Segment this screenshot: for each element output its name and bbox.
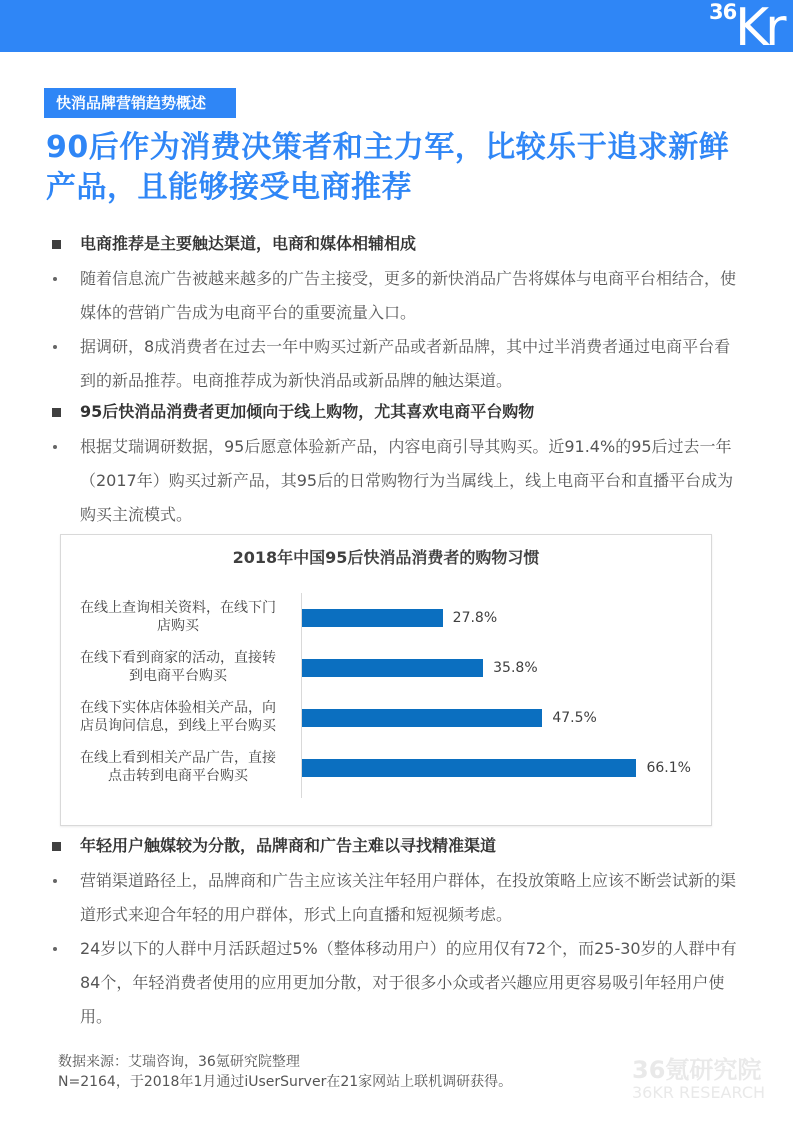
category-label: 在线下看到商家的活动，直接转 到电商平台购买 [80,650,276,684]
bar-value-label: 27.8% [452,610,498,626]
header-bar [0,0,793,52]
logo-letters: Kr [735,0,783,52]
bar [302,609,443,627]
dot-bullet-icon [53,445,57,449]
square-bullet-icon [52,842,61,851]
bar [302,759,636,777]
bullet-item: 据调研，8成消费者在过去一年中购买过新产品或者新品牌，其中过半消费者通过电商平台看到的新品推荐。电商推荐成为新快消品或新品牌的触达渠道。 [50,330,740,398]
section-3 [50,828,740,1034]
square-bullet-icon [52,408,61,417]
bar [302,709,542,727]
bar-value-label: 47.5% [552,710,597,726]
source-line-1: 数据来源：艾瑞咨询，36氪研究院整理 [58,1054,300,1070]
data-source-note [58,1052,512,1092]
dot-bullet-icon [53,879,57,883]
section-1 [50,226,740,398]
section-heading: 年轻用户触媒较为分散，品牌商和广告主难以寻找精准渠道 [50,828,740,864]
dot-bullet-icon [53,947,57,951]
bullet-item: 营销渠道路径上，品牌商和广告主应该关注年轻用户群体，在投放策略上应该不断尝试新的渠道形式来迎合年轻的用户群体，形式上向直播和短视频考虑。 [50,864,740,932]
watermark-en: 36KR RESEARCH [632,1083,766,1102]
square-bullet-icon [52,240,61,249]
title-line-2: 产品，且能够接受电商推荐 [46,170,412,205]
chart-title: 2018年中国95后快消品消费者的购物习惯 [232,548,540,567]
source-line-2: N=2164，于2018年1月通过iUserSurver在21家网站上联机调研获得。 [58,1074,513,1090]
page-title [46,128,776,208]
section-tag: 快消品牌营销趋势概述 [44,88,236,118]
watermark [632,1056,765,1102]
title-line-1: 90后作为消费决策者和主力军，比较乐于追求新鲜 [46,130,730,165]
bar-chart [60,534,712,826]
bullet-item: 随着信息流广告被越来越多的广告主接受，更多的新快消品广告将媒体与电商平台相结合，使媒体的营销广告成为电商平台的重要流量入口。 [50,262,740,330]
bar-value-label: 66.1% [646,760,691,776]
category-label: 在线上查询相关资料，在线下门 店购买 [80,600,276,634]
dot-bullet-icon [53,345,57,349]
section-2 [50,394,740,532]
category-label: 在线下实体店体验相关产品，向 店员询问信息，到线上平台购买 [80,700,276,734]
36kr-logo [693,0,793,52]
bullet-item: 24岁以下的人群中月活跃超过5%（整体移动用户）的应用仅有72个，而25-30岁的人群中有84个，年轻消费者使用的应用更加分散，对于很多小众或者兴趣应用更容易吸引年轻用户使用。 [50,932,740,1034]
logo-number: 36 [709,0,737,24]
bar [302,659,483,677]
section-heading: 95后快消品消费者更加倾向于线上购物，尤其喜欢电商平台购物 [50,394,740,430]
bullet-item: 根据艾瑞调研数据，95后愿意体验新产品，内容电商引导其购买。近91.4%的95后过去一年（2017年）购买过新产品，其95后的日常购物行为当属线上，线上电商平台和直播平台成为购买主流模式。 [50,430,740,532]
section-heading: 电商推荐是主要触达渠道，电商和媒体相辅相成 [50,226,740,262]
bar-value-label: 35.8% [493,660,538,676]
category-label: 在线上看到相关产品广告，直接 点击转到电商平台购买 [80,750,276,784]
watermark-cn: 36氪研究院 [632,1056,762,1084]
dot-bullet-icon [53,277,57,281]
